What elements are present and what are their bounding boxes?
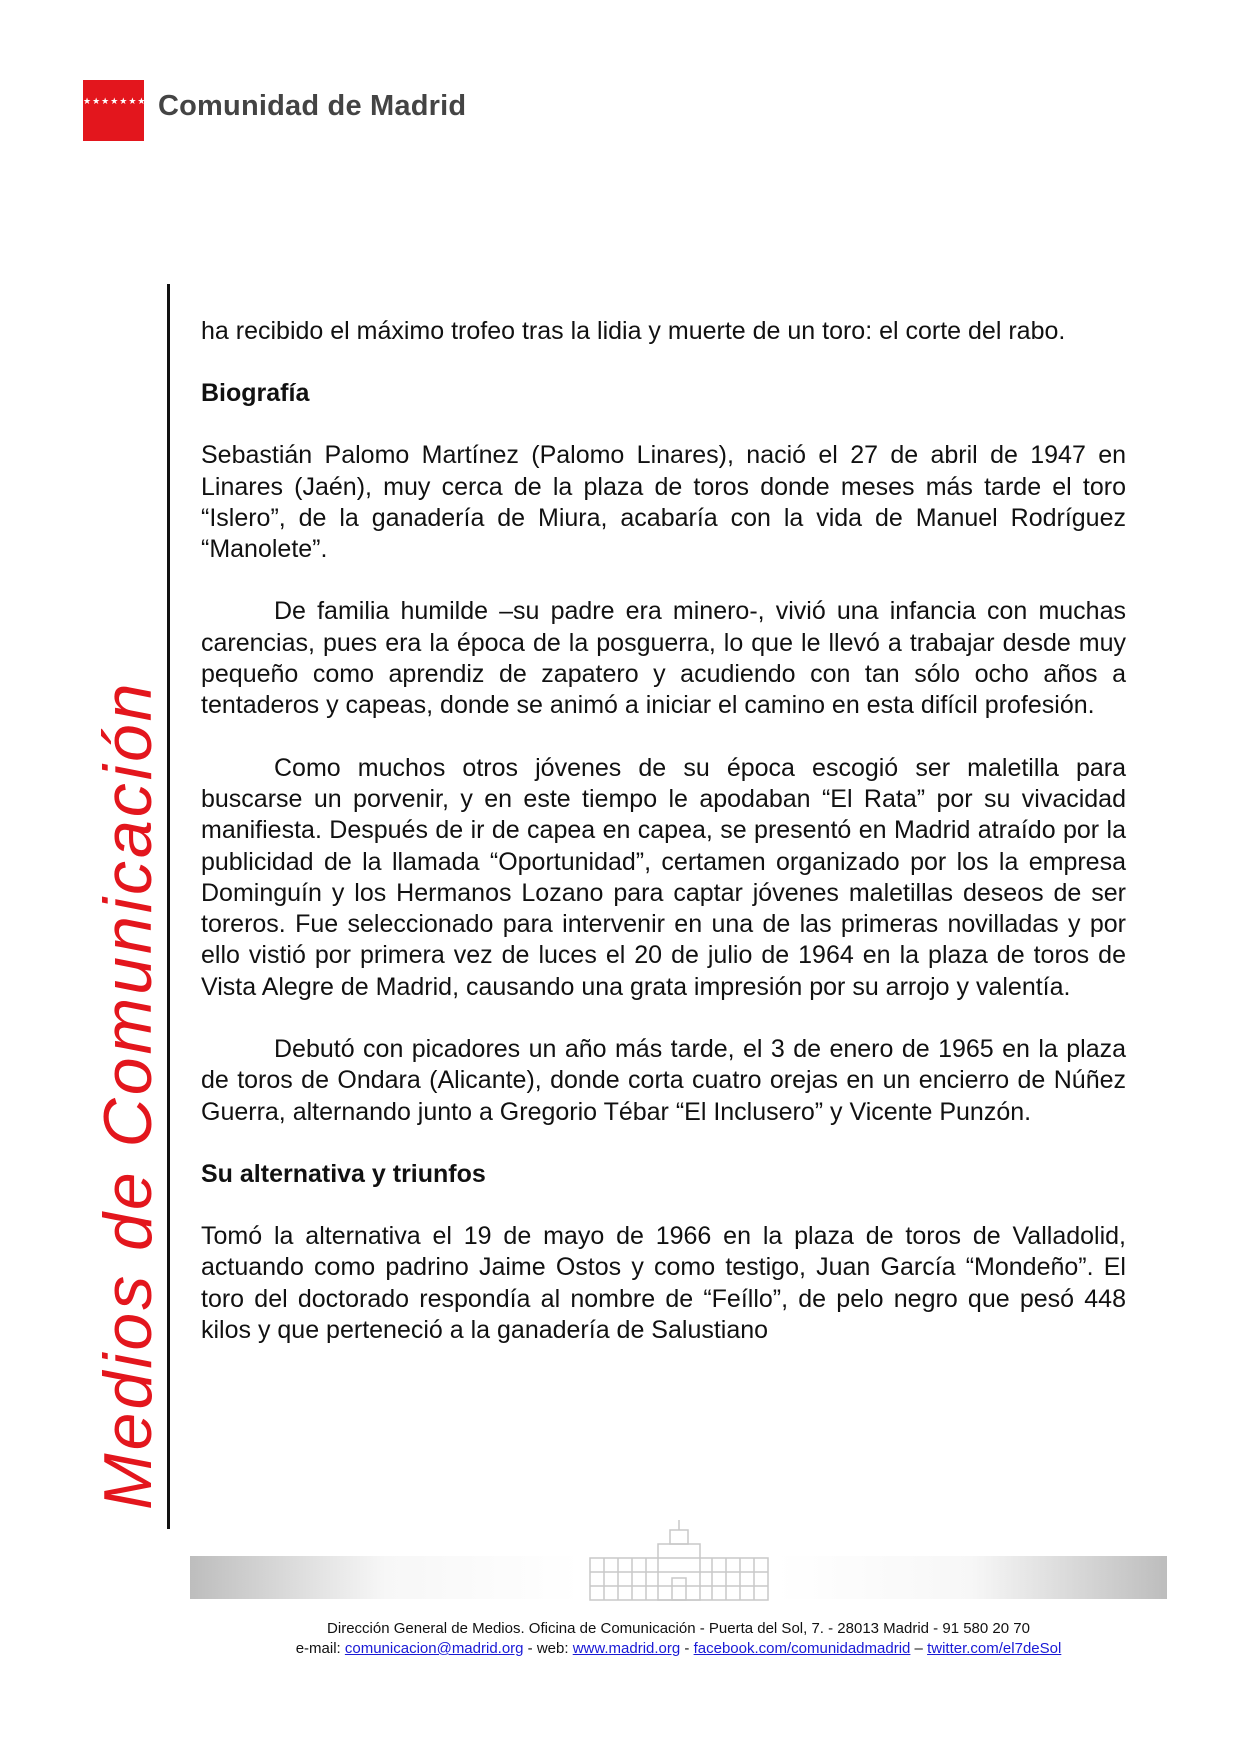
footer-links [190, 1640, 1167, 1657]
separator: – [910, 1640, 928, 1657]
casa-correos-building-icon [588, 1520, 770, 1602]
side-title: Medios de Comunicación [90, 680, 166, 1510]
paragraph-1: Sebastián Palomo Martínez (Palomo Linares), nació el 27 de abril de 1947 en Linares (Jaén), muy cerca de la plaza de toros donde meses más tarde el toro “Islero”, de la ganadería de Miura, acabaría con la vida de Manuel Rodríguez “Manolete”. [201, 441, 1126, 564]
paragraph-5: Tomó la alternativa el 19 de mayo de 1966 en la plaza de toros de Valladolid, actuando como padrino Jaime Ostos y como testigo, Juan García “Mondeño”. El toro del doctorado respondía al nombre de “Feíllo”, de pelo negro que pesó 448 kilos y que perteneció a la ganadería de Salustiano [201, 1221, 1126, 1344]
paragraph-2: De familia humilde –su padre era minero-, vivió una infancia con muchas carencias, pues era la época de la posguerra, lo que le llevó a trabajar desde muy pequeño como aprendiz de zapatero y acudiendo con tan sólo ocho años a tentaderos y capeas, donde se animó a iniciar el camino en esta difícil profesión. [201, 597, 1126, 720]
paragraph-4: Debutó con picadores un año más tarde, el 3 de enero de 1965 en la plaza de toros de Ondara (Alicante), donde corta cuatro orejas en un encierro de Núñez Guerra, alternando junto a Gregorio Tébar “El Inclusero” y Vicente Punzón. [201, 1035, 1126, 1126]
facebook-link[interactable]: facebook.com/comunidadmadrid [693, 1640, 911, 1657]
section-heading-biografia: Biografía [201, 379, 310, 408]
twitter-link[interactable]: twitter.com/el7deSol [927, 1640, 1062, 1657]
section-heading-alternativa: Su alternativa y triunfos [201, 1159, 486, 1188]
org-name: Comunidad de Madrid [158, 90, 467, 122]
intro-paragraph: ha recibido el máximo trofeo tras la lidia y muerte de un toro: el corte del rabo. [201, 317, 1066, 345]
vertical-divider [167, 284, 170, 1529]
document-body [201, 316, 1126, 1377]
email-label: e-mail: [295, 1640, 345, 1657]
footer-address: Dirección General de Medios. Oficina de Comunicación - Puerta del Sol, 7. - 28013 Madrid - 91 580 20 70 [327, 1620, 1030, 1637]
madrid-logo [83, 80, 147, 141]
logo-stars-icon: ★★★★★★★ [83, 97, 147, 107]
web-label: - web: [523, 1640, 573, 1657]
email-link[interactable]: comunicacion@madrid.org [344, 1640, 524, 1657]
web-link[interactable]: www.madrid.org [572, 1640, 681, 1657]
paragraph-3: Como muchos otros jóvenes de su época escogió ser maletilla para buscarse un porvenir, y en este tiempo le apodaban “El Rata” por su vivacidad manifiesta. Después de ir de capea en capea, se presentó en Madrid atraído por la publicidad de la llamada “Oportunidad”, certamen organizado por los la empresa Dominguín y los Hermanos Lozano para captar jóvenes maletillas deseos de ser toreros. Fue seleccionado para intervenir en una de las primeras novilladas y por ello vistió por primera vez de luces el 20 de julio de 1964 en la plaza de toros de Vista Alegre de Madrid, causando una grata impresión por su arrojo y valentía. [201, 753, 1126, 1001]
separator: - [680, 1640, 694, 1657]
